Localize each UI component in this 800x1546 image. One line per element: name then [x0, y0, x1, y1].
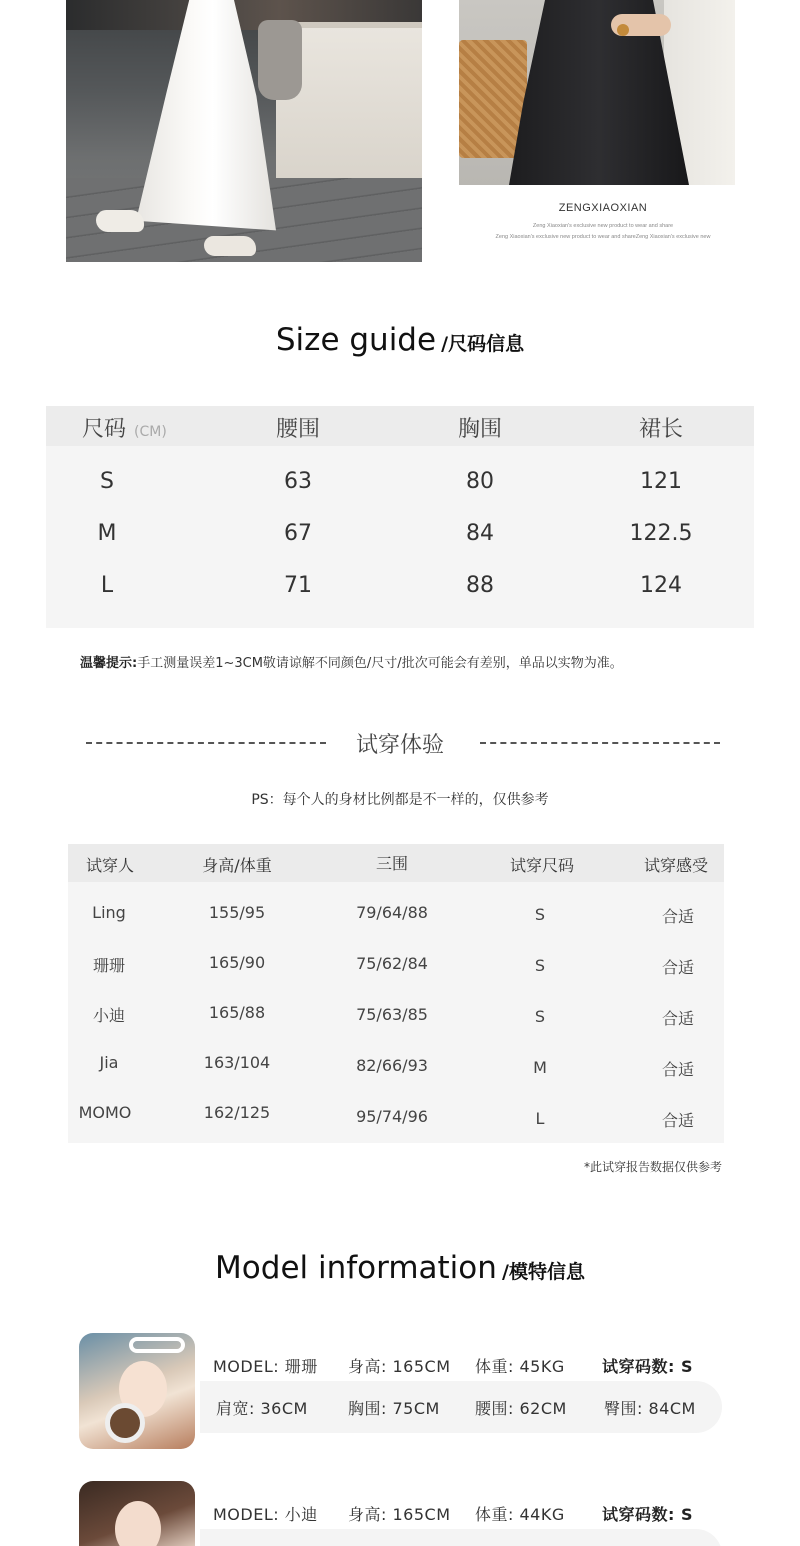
model-info-title: Model information	[215, 1250, 497, 1286]
model-height: 身高: 165CM	[348, 1357, 451, 1376]
feel-cell: 合适	[661, 907, 694, 926]
white-dress	[136, 0, 276, 240]
model-size: 试穿码数: S	[602, 1505, 693, 1524]
header-waist: 腰围	[275, 417, 320, 442]
product-photo-black-dress	[459, 0, 735, 185]
model-weight: 体重: 45KG	[475, 1357, 565, 1376]
header-size-label: 尺码	[82, 417, 127, 442]
sneaker	[204, 236, 256, 256]
brand-tagline: Zeng Xiaoxian's exclusive new product to wear and share	[532, 223, 674, 229]
brand-name: ZENGXIAOXIAN	[558, 202, 648, 214]
model-measure-band	[200, 1529, 722, 1546]
length-cell: 121	[640, 469, 682, 494]
measure-cell: 75/62/84	[356, 954, 428, 973]
feel-cell: 合适	[661, 1009, 694, 1028]
try-on-title: 试穿体验	[355, 733, 444, 758]
tip-label: 温馨提示:	[80, 656, 138, 671]
header-size	[82, 412, 167, 443]
size-guide-heading	[0, 322, 800, 358]
header-feel: 试穿感受	[643, 856, 708, 875]
waist-cell: 71	[284, 573, 312, 598]
size-cell: S	[534, 1007, 546, 1026]
person-cell: 珊珊	[92, 956, 125, 975]
coffee-cup	[105, 1403, 145, 1443]
size-cell: S	[100, 469, 114, 494]
try-on-table	[68, 844, 724, 1143]
size-cell: L	[535, 1109, 545, 1128]
try-on-table-header	[68, 844, 724, 882]
model-card	[0, 1481, 800, 1546]
model-card	[0, 1333, 800, 1453]
header-chest: 胸围	[457, 417, 502, 442]
header-person: 试穿人	[85, 856, 134, 875]
header-try-size: 试穿尺码	[509, 856, 574, 875]
model-name: MODEL: 小迪	[213, 1505, 318, 1524]
sneaker	[96, 210, 144, 232]
person-cell: Jia	[99, 1053, 119, 1072]
feel-cell: 合适	[661, 1111, 694, 1130]
hw-cell: 165/88	[208, 1003, 266, 1022]
try-on-ps: PS：每个人的身材比例都是不一样的，仅供参考	[251, 792, 549, 808]
divider-dashed	[480, 742, 720, 744]
length-cell: 124	[640, 573, 682, 598]
measure-cell: 95/74/96	[356, 1107, 428, 1126]
model-info-title-cn: /模特信息	[502, 1261, 585, 1283]
size-cell: M	[97, 521, 117, 546]
length-cell: 122.5	[629, 521, 693, 546]
measure-cell: 79/64/88	[356, 903, 428, 922]
chest-cell: 80	[466, 469, 494, 494]
waist-cell: 67	[284, 521, 312, 546]
chest-cell: 88	[466, 573, 494, 598]
feel-cell: 合适	[661, 958, 694, 977]
measure-cell: 82/66/93	[356, 1056, 428, 1075]
size-cell: S	[534, 956, 546, 975]
chest-cell: 84	[466, 521, 494, 546]
model-info-heading	[0, 1250, 800, 1286]
watch	[617, 24, 629, 36]
person-cell: MOMO	[78, 1103, 132, 1122]
hw-cell: 163/104	[203, 1053, 271, 1072]
feel-cell: 合适	[661, 1060, 694, 1079]
person-cell: Ling	[92, 903, 126, 922]
model-weight: 体重: 44KG	[475, 1505, 565, 1524]
size-guide-title-cn: /尺码信息	[441, 333, 525, 355]
size-cell: M	[533, 1058, 547, 1077]
model-size: 试穿码数: S	[602, 1357, 693, 1376]
size-guide-title: Size guide	[275, 322, 437, 358]
header-unit: (CM)	[134, 424, 167, 440]
sunglasses	[129, 1337, 185, 1353]
model-hip: 臀围: 84CM	[604, 1399, 696, 1418]
measurement-tip	[80, 652, 623, 671]
hw-cell: 162/125	[203, 1103, 271, 1122]
size-table	[46, 406, 754, 628]
size-table-header	[46, 406, 754, 446]
model-waist: 腰围: 62CM	[475, 1399, 567, 1418]
product-photo-white-dress	[66, 0, 422, 262]
try-on-note: *此试穿报告数据仅供参考	[583, 1160, 722, 1174]
hw-cell: 165/90	[208, 953, 266, 972]
hw-cell: 155/95	[208, 903, 266, 922]
brand-tagline: Zeng Xiaoxian's exclusive new product to wear and shareZeng Xiaoxian's exclusive new	[495, 234, 711, 240]
model-height: 身高: 165CM	[348, 1505, 451, 1524]
face	[115, 1501, 161, 1546]
size-cell: L	[100, 573, 114, 598]
header-measurements: 三围	[375, 854, 408, 873]
model-chest: 胸围: 75CM	[348, 1399, 440, 1418]
tip-text: 手工测量误差1~3CM敬请谅解不同颜色/尺寸/批次可能会有差别，单品以实物为准。	[137, 656, 623, 671]
header-length: 裙长	[638, 417, 683, 442]
size-cell: S	[534, 905, 546, 924]
person-cell: 小迪	[92, 1006, 125, 1025]
model-shoulder: 肩宽: 36CM	[216, 1399, 308, 1418]
model-name: MODEL: 珊珊	[213, 1357, 318, 1376]
waist-cell: 63	[284, 469, 312, 494]
measure-cell: 75/63/85	[356, 1005, 428, 1024]
model-photo	[79, 1333, 195, 1449]
model-photo	[79, 1481, 195, 1546]
header-height-weight: 身高/体重	[202, 856, 272, 875]
handbag	[258, 20, 302, 100]
